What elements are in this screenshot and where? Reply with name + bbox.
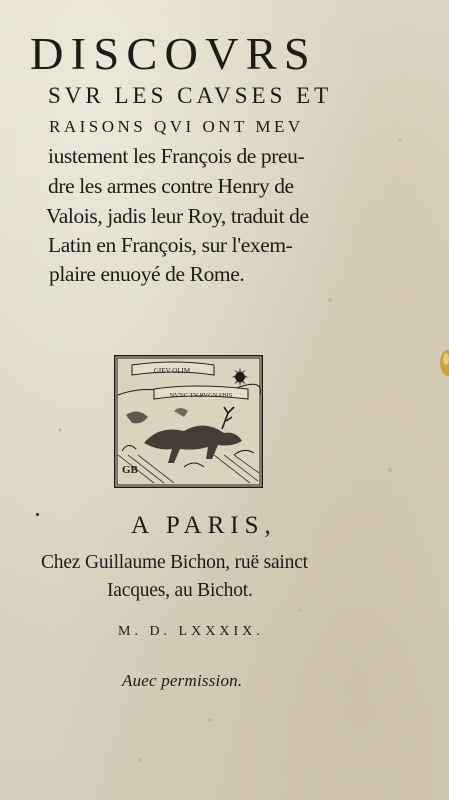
- title-line-3: RAISONS QVI ONT MEV: [49, 117, 304, 136]
- imprint-year: M. D. LXXXIX.: [118, 624, 264, 639]
- title-body-line: plaire enuoyé de Rome.: [49, 262, 245, 286]
- title-line-2: SVR LES CAVSES ET: [48, 83, 333, 108]
- title-line-1: DISCOVRS: [30, 29, 317, 79]
- title-body-line: iustement les François de preu-: [48, 144, 305, 168]
- motto-mid: NVNC TV PVGNABIS: [169, 392, 233, 399]
- title-body-line: Valois, jadis leur Roy, traduit de: [46, 204, 309, 228]
- title-body-line: dre les armes contre Henry de: [48, 174, 294, 198]
- monogram: GB: [122, 464, 138, 476]
- title-body-line: Latin en François, sur l'exem-: [48, 233, 293, 257]
- imprint-printer-line-1: Chez Guillaume Bichon, ruë sainct: [41, 552, 308, 573]
- printers-device-woodcut-icon: [114, 355, 263, 488]
- imprint-printer-line-2: Iacques, au Bichot.: [107, 580, 253, 601]
- ink-speck: [36, 513, 39, 516]
- brass-tack-icon: [439, 348, 449, 378]
- motto-top: GIEV OLIM: [153, 367, 191, 375]
- imprint-city: A PARIS,: [131, 512, 277, 539]
- imprint-permission: Auec permission.: [122, 671, 243, 690]
